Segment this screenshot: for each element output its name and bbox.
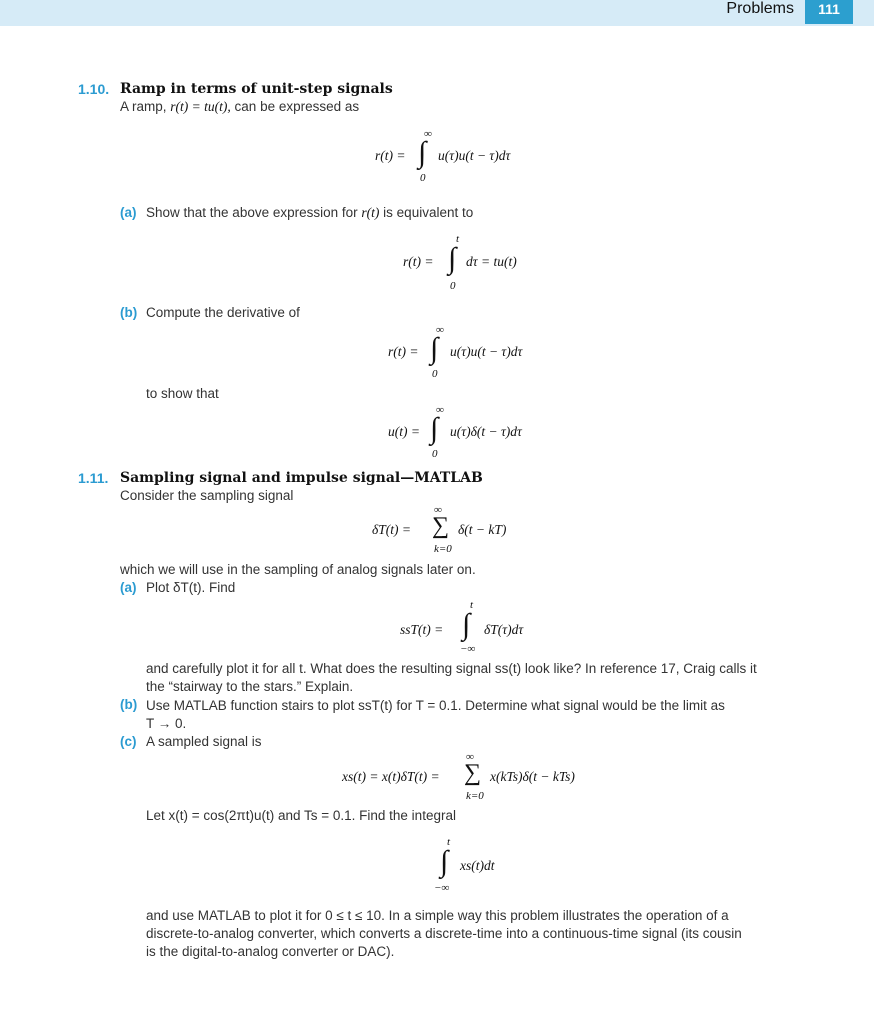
- integrand: u(τ)u(t − τ)dτ: [438, 148, 511, 163]
- part-text: Let x(t) = cos(2πt)u(t) and Ts = 0.1. Find the integral: [146, 808, 456, 823]
- part-label: (b): [120, 305, 138, 320]
- integral-sign: ∫: [430, 332, 439, 365]
- summand: δ(t − kT): [458, 522, 507, 537]
- part-label: (a): [120, 580, 137, 595]
- part-text-line: and use MATLAB to plot it for 0 ≤ t ≤ 10. In a simple way this problem illustrates the operation of a: [146, 908, 729, 923]
- sum-upper-limit: ∞: [466, 751, 474, 763]
- integral-lower-limit: 0: [432, 368, 438, 380]
- sum-lower-limit: k=0: [434, 543, 452, 555]
- integrand: δT(τ)dτ: [484, 622, 524, 637]
- integral-sign: ∫: [418, 136, 427, 169]
- integral-lower-limit: 0: [432, 448, 438, 460]
- summand: x(kTs)δ(t − kTs): [490, 769, 575, 784]
- equation-lhs: r(t) =: [375, 148, 406, 163]
- integral-upper-limit: ∞: [436, 404, 444, 416]
- part-text-line: and carefully plot it for all t. What does the resulting signal ss(t) look like? In reference 17, Craig calls it: [146, 661, 757, 676]
- integral-upper-limit: t: [456, 233, 460, 245]
- running-title: Problems: [726, 0, 794, 17]
- equation-lhs: δT(t) =: [372, 522, 412, 537]
- part-label: (b): [120, 697, 138, 712]
- problem-number: 1.11.: [78, 470, 109, 486]
- problem-title: Ramp in terms of unit-step signals: [120, 81, 393, 97]
- page-number-badge: 111: [805, 0, 853, 24]
- integrand: dτ = tu(t): [466, 254, 517, 269]
- part-text-line: T → 0.: [146, 716, 187, 731]
- integral-lower-limit: −∞: [434, 882, 450, 894]
- problem-title: Sampling signal and impulse signal—MATLAB: [120, 470, 483, 486]
- integrand: u(τ)δ(t − τ)dτ: [450, 424, 522, 439]
- integral-lower-limit: −∞: [460, 643, 476, 655]
- integral-upper-limit: ∞: [424, 128, 432, 140]
- part-text: Show that the above expression for r(t) is equivalent to: [146, 205, 474, 220]
- equation-lhs: r(t) =: [403, 254, 434, 269]
- integral-upper-limit: t: [447, 836, 451, 848]
- sum-upper-limit: ∞: [434, 504, 442, 516]
- part-text: Plot δT(t). Find: [146, 580, 236, 595]
- sum-sign: ∑: [464, 760, 482, 786]
- part-text-line: Use MATLAB function stairs to plot ssT(t) for T = 0.1. Determine what signal would be the limit as: [146, 698, 725, 713]
- integral-sign: ∫: [430, 412, 439, 445]
- equation-lhs: r(t) =: [388, 344, 419, 359]
- part-text-line: the “stairway to the stars.” Explain.: [146, 679, 354, 694]
- integral-upper-limit: t: [470, 599, 474, 611]
- part-text: to show that: [146, 386, 219, 401]
- problem-number: 1.10.: [78, 81, 110, 97]
- integral-sign: ∫: [462, 608, 471, 641]
- integral-sign: ∫: [440, 845, 449, 878]
- problem-intro: A ramp, r(t) = tu(t), can be expressed as: [120, 99, 360, 114]
- integrand: xs(t)dt: [460, 858, 495, 873]
- integral-upper-limit: ∞: [436, 324, 444, 336]
- sum-sign: ∑: [432, 513, 450, 539]
- integral-lower-limit: 0: [450, 280, 456, 292]
- part-label: (a): [120, 205, 137, 220]
- equation-lhs: u(t) =: [388, 424, 420, 439]
- part-text-line: is the digital-to-analog converter or DAC).: [146, 944, 395, 959]
- part-text-line: discrete-to-analog converter, which converts a discrete-time into a continuous-time signal (its cousin: [146, 926, 742, 941]
- part-label: (c): [120, 734, 137, 749]
- equation-lhs: ssT(t) =: [400, 622, 444, 637]
- sum-lower-limit: k=0: [466, 790, 484, 802]
- part-text: A sampled signal is: [146, 734, 262, 749]
- equation-lhs: xs(t) = x(t)δT(t) =: [342, 769, 440, 784]
- integral-lower-limit: 0: [420, 172, 426, 184]
- integrand: u(τ)u(t − τ)dτ: [450, 344, 523, 359]
- problem-intro: Consider the sampling signal: [120, 488, 294, 503]
- problem-text: which we will use in the sampling of analog signals later on.: [120, 562, 476, 577]
- integral-sign: ∫: [448, 242, 457, 275]
- part-text: Compute the derivative of: [146, 305, 300, 320]
